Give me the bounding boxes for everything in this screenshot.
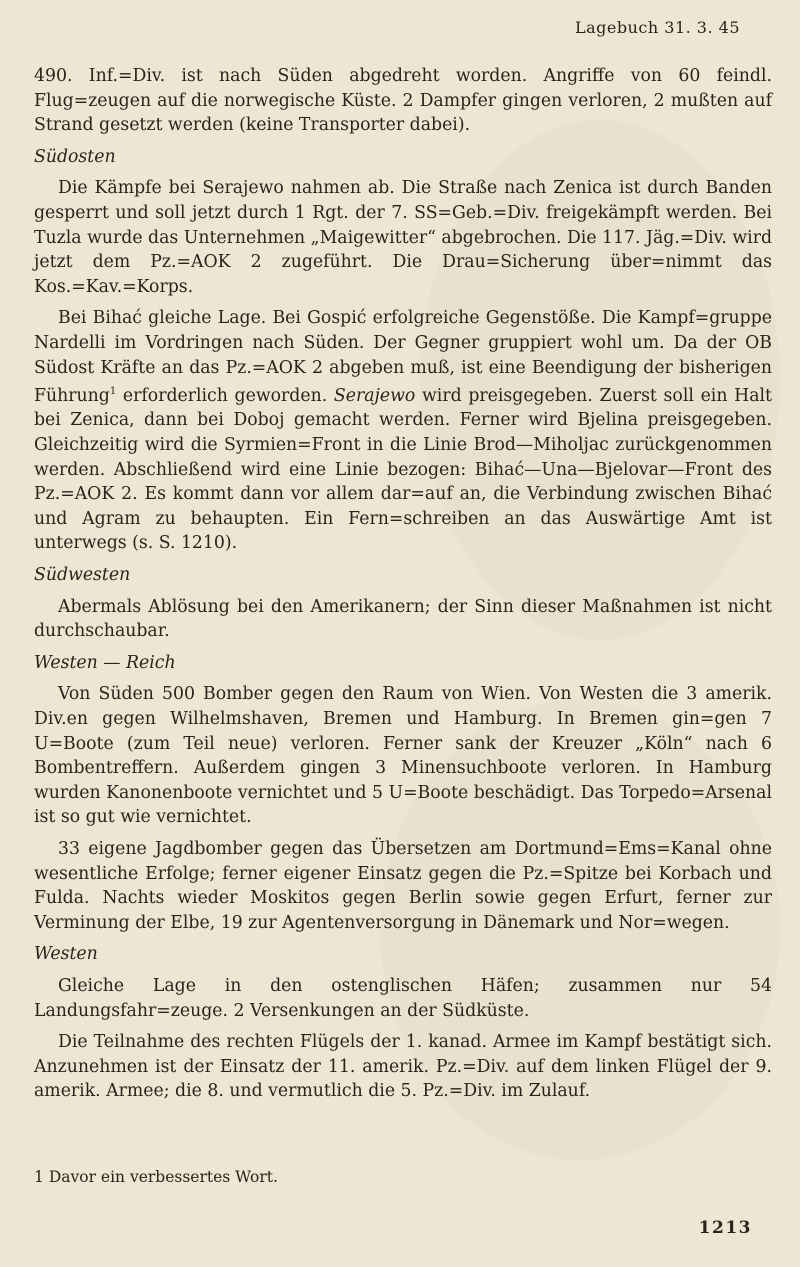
paragraph: Die Teilnahme des rechten Flügels der 1. kanad. Armee im Kampf bestätigt sich. Anzunehmen ist der Einsatz der 11. amerik. Pz.=Div. auf dem linken Flügel der 9. amerik. Armee; die 8. und vermutlich die 5. Pz.=Div. im Zulauf. <box>34 1032 772 1102</box>
emphasis: Serajewo <box>333 385 416 406</box>
footnote-number: 1 <box>34 1168 44 1186</box>
running-head: Lagebuch 31. 3. 45 <box>574 18 740 37</box>
paragraph: Die Kämpfe bei Serajewo nahmen ab. Die Straße nach Zenica ist durch Banden gesperrt und soll jetzt durch 1 Rgt. der 7. SS=Geb.=Div. freigekämpft werden. Bei Tuzla wurde das Unternehmen „Maigewitter“ abgebrochen. Die 117. Jäg.=Div. wird jetzt dem Pz.=AOK 2 zugeführt. Die Drau=Sicherung über=nimmt das Kos.=Kav.=Korps. <box>34 178 773 297</box>
footnote <box>34 1168 278 1186</box>
text-run: wird preisgegeben. Zuerst soll ein Halt bei Zenica, dann bei Doboj gemacht werden. Ferner wird Bjelina preisgegeben. Gleichzeitig wird die Syrmien=Front in die Linie Brod—Miholjac zurückgenommen werden. Abschließend wird eine Linie bezogen: Bihać—Una—Bjelovar—Front des Pz.=AOK 2. Es kommt dann vor allem dar=auf an, die Verbindung zwischen Bihać und Agram zu behaupten. Ein Fern=schreiben an das Auswärtige Amt ist unterwegs (s. S. 1210). <box>34 385 772 554</box>
text-run: erforderlich geworden. <box>116 385 334 406</box>
section-heading: Westen — Reich <box>34 652 176 673</box>
section-heading: Westen <box>34 944 98 965</box>
paragraph: Von Süden 500 Bomber gegen den Raum von Wien. Von Westen die 3 amerik. Div.en gegen Wilhelmshaven, Bremen und Hamburg. In Bremen gin=gen 7 U=Boote (zum Teil neue) verloren. Ferner sank der Kreuzer „Köln“ nach 6 Bombentreffern. Außerdem gingen 3 Minensuchboote verloren. In Hamburg wurden Kanonenboote vernichtet und 5 U=Boote beschädigt. Das Torpedo=Arsenal ist so gut wie vernichtet. <box>34 684 772 828</box>
page-number: 1213 <box>698 1218 752 1238</box>
section-heading: Südosten <box>34 146 116 167</box>
paragraph: Gleiche Lage in den ostenglischen Häfen; zusammen nur 54 Landungsfahr=zeuge. 2 Versenkungen an der Südküste. <box>34 975 772 1021</box>
footnote-text: Davor ein verbessertes Wort. <box>48 1168 278 1186</box>
footnote-marker: 1 <box>109 386 117 398</box>
section-heading: Südwesten <box>34 565 131 586</box>
paragraph: 490. Inf.=Div. ist nach Süden abgedreht worden. Angriffe von 60 feindl. Flug=zeugen auf die norwegische Küste. 2 Dampfer gingen verloren, 2 mußten auf Strand gesetzt werden (keine Transporter dabei). <box>34 66 772 136</box>
paragraph: Abermals Ablösung bei den Amerikanern; der Sinn dieser Maßnahmen ist nicht durchschaubar. <box>34 596 772 642</box>
text-run: Bei Bihać gleiche Lage. Bei Gospić erfolgreiche Gegenstöße. Die Kampf=gruppe Nardelli im Vordringen nach Süden. Der Gegner gruppiert wohl um. Da der OB Südost Kräfte an das Pz.=AOK 2 abgeben muß, ist eine Beendigung der bisherigen Führung <box>34 308 772 406</box>
body-text <box>34 64 772 1111</box>
paragraph <box>34 306 772 556</box>
paragraph: 33 eigene Jagdbomber gegen das Übersetzen am Dortmund=Ems=Kanal ohne wesentliche Erfolge; ferner eigener Einsatz gegen die Pz.=Spitze bei Korbach und Fulda. Nachts wieder Moskitos gegen Berlin sowie gegen Erfurt, ferner zur Verminung der Elbe, 19 zur Agentenversorgung in Dänemark und Nor=wegen. <box>34 838 772 933</box>
